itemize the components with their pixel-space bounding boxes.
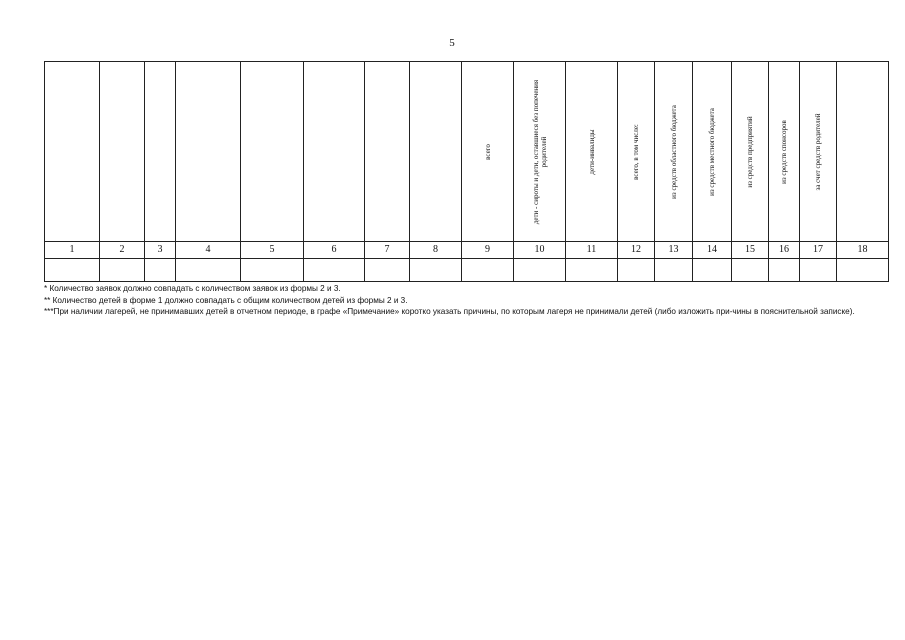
footnote-children-count: ** Количество детей в форме 1 должно совпадать с общим количеством детей из формы 2 и 3. [44,295,408,305]
page-number: 5 [449,37,455,49]
header-cell-8 [410,62,462,242]
table-cell [769,259,800,282]
table-cell [800,259,837,282]
header-label-regional-budget: из средств областного бюджета [669,104,678,199]
header-label-total: всего [483,143,492,160]
table-cell [837,259,889,282]
header-cell-11 [566,62,618,242]
table-cell [176,259,241,282]
column-number: 10 [514,242,566,259]
column-number: 14 [693,242,732,259]
header-cell-16 [769,62,800,242]
header-cell-6 [304,62,365,242]
header-cell-2 [100,62,145,242]
header-label-sponsors: из средств спонсоров [780,119,788,184]
header-label-orphans: дети - сироты и дети, оставшиеся без попечения родителей [531,79,548,224]
column-number: 4 [176,242,241,259]
header-label-enterprises: из средств предприятий [746,115,754,188]
header-cell-18 [837,62,889,242]
footnote-applications: * Количество заявок должно совпадать с количеством заявок из формы 2 и 3. [44,284,341,293]
header-cell-15 [732,62,769,242]
report-form-table [44,61,889,282]
header-cell-1 [45,62,100,242]
table-cell [410,259,462,282]
header-cell-5 [241,62,304,242]
header-cell-13 [655,62,693,242]
column-number: 3 [145,242,176,259]
header-cell-7 [365,62,410,242]
header-label-total-including: всего, в том числе: [632,123,640,180]
header-cell-14 [693,62,732,242]
table-cell [100,259,145,282]
table-cell [655,259,693,282]
header-cell-3 [145,62,176,242]
table-cell [462,259,514,282]
table-cell [732,259,769,282]
header-cell-4 [176,62,241,242]
header-cell-9 [462,62,514,242]
column-number: 2 [100,242,145,259]
header-row [45,62,889,242]
column-number: 7 [365,242,410,259]
column-number: 5 [241,242,304,259]
header-cell-10 [514,62,566,242]
column-number-row [45,242,889,259]
table-cell [241,259,304,282]
footnote-camps-note: ***При наличии лагерей, не принимавших детей в отчетном периоде, в графе «Примечание» коротко указать причины, по которым лагеря не принимали детей (либо изложить при-чины в пояснительной записке). [44,307,855,316]
table-cell [693,259,732,282]
column-number: 11 [566,242,618,259]
column-number: 13 [655,242,693,259]
column-number: 17 [800,242,837,259]
column-number: 15 [732,242,769,259]
column-number: 18 [837,242,889,259]
table-cell [618,259,655,282]
data-entry-row [45,259,889,282]
header-label-local-budget: из средств местного бюджета [708,107,716,196]
header-cell-12 [618,62,655,242]
column-number: 16 [769,242,800,259]
column-number: 12 [618,242,655,259]
column-number: 9 [462,242,514,259]
table-cell [365,259,410,282]
column-number: 6 [304,242,365,259]
table-cell [514,259,566,282]
table-cell [304,259,365,282]
header-label-disabled-children: дети-инвалиды [587,128,596,175]
footnotes [44,283,892,318]
table-cell [45,259,100,282]
column-number: 8 [410,242,462,259]
header-cell-17 [800,62,837,242]
table-cell [566,259,618,282]
column-number: 1 [45,242,100,259]
header-label-parents: за счет средств родителей [814,112,822,191]
table-cell [145,259,176,282]
